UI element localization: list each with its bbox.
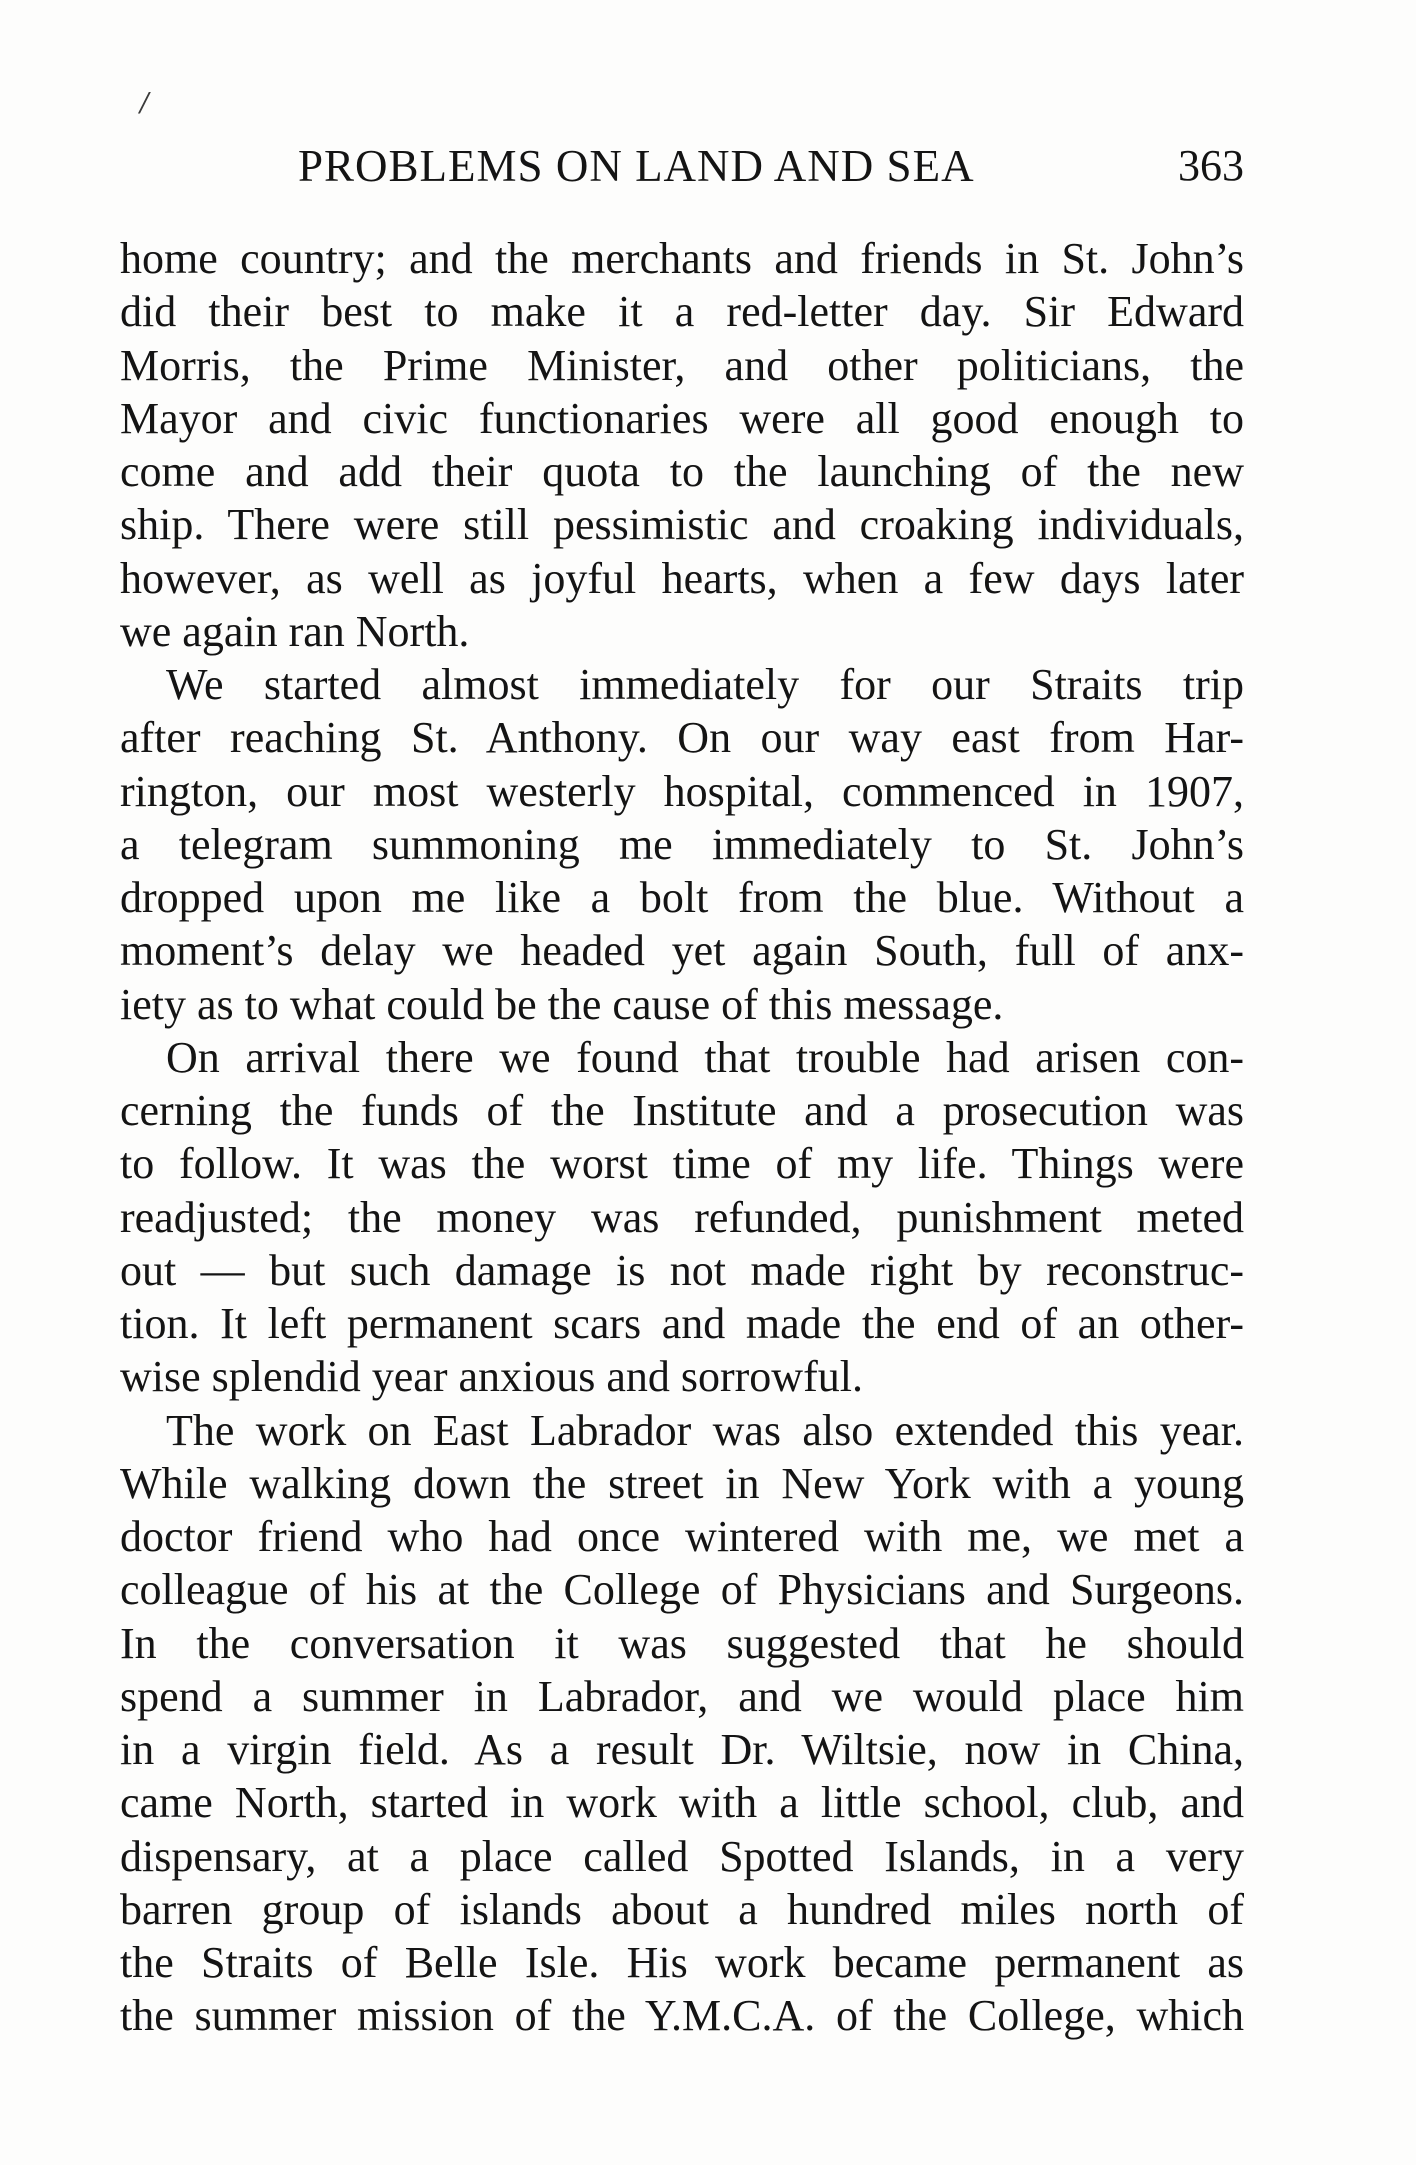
- text-line: out — but such damage is not made right by reconstruc-: [120, 1245, 1244, 1295]
- text-line: however, as well as joyful hearts, when a few days later: [120, 553, 1244, 603]
- text-line: doctor friend who had once wintered with me, we met a: [120, 1512, 1244, 1561]
- text-line: barren group of islands about a hundred miles north of: [120, 1884, 1244, 1934]
- text-line: In the conversation it was suggested that he should: [120, 1618, 1244, 1668]
- text-line: rington, our most westerly hospital, commenced in 1907,: [120, 766, 1244, 816]
- text-line: moment’s delay we headed yet again South, full of anx-: [120, 926, 1244, 976]
- text-line: home country; and the merchants and friends in St. John’s: [120, 234, 1244, 283]
- text-line: the summer mission of the Y.M.C.A. of the College, which: [120, 1991, 1244, 2041]
- text-line: ship. There were still pessimistic and croaking individuals,: [120, 500, 1244, 550]
- paragraph-start-line: On arrival there we found that trouble had arisen con-: [166, 1032, 1244, 1082]
- text-line: in a virgin field. As a result Dr. Wiltsie, now in China,: [120, 1725, 1244, 1774]
- text-line: iety as to what could be the cause of this message.: [120, 979, 1004, 1029]
- text-line: we again ran North.: [120, 606, 470, 656]
- stray-mark: /: [140, 88, 149, 118]
- text-line: cerning the funds of the Institute and a prosecution was: [120, 1086, 1244, 1135]
- paragraph-start-line: The work on East Labrador was also extended this year.: [166, 1405, 1244, 1455]
- running-title: PROBLEMS ON LAND AND SEA: [298, 141, 975, 191]
- text-line: did their best to make it a red-letter day. Sir Edward: [120, 287, 1244, 337]
- text-line: colleague of his at the College of Physicians and Surgeons.: [120, 1565, 1244, 1615]
- running-head: [120, 140, 1244, 200]
- text-line: Morris, the Prime Minister, and other politicians, the: [120, 340, 1244, 390]
- text-line: a telegram summoning me immediately to St. John’s: [120, 819, 1244, 869]
- text-line: come and add their quota to the launching of the new: [120, 447, 1244, 496]
- text-line: spend a summer in Labrador, and we would place him: [120, 1671, 1244, 1721]
- text-line: Mayor and civic functionaries were all good enough to: [120, 393, 1244, 443]
- text-line: to follow. It was the worst time of my life. Things were: [120, 1139, 1244, 1189]
- page-number: 363: [1178, 141, 1244, 190]
- text-line: dispensary, at a place called Spotted Islands, in a very: [120, 1831, 1244, 1881]
- text-line: While walking down the street in New York with a young: [120, 1458, 1244, 1508]
- text-line: readjusted; the money was refunded, punishment meted: [120, 1192, 1244, 1242]
- text-line: the Straits of Belle Isle. His work became permanent as: [120, 1938, 1244, 1987]
- text-line: came North, started in work with a little school, club, and: [120, 1778, 1244, 1828]
- text-line: tion. It left permanent scars and made the end of an other-: [120, 1299, 1244, 1348]
- text-line: wise splendid year anxious and sorrowful.: [120, 1352, 863, 1402]
- body-text: [120, 232, 1244, 2043]
- paragraph-start-line: We started almost immediately for our Straits trip: [166, 660, 1244, 709]
- text-line: dropped upon me like a bolt from the blue. Without a: [120, 873, 1244, 922]
- text-line: after reaching St. Anthony. On our way east from Har-: [120, 713, 1244, 763]
